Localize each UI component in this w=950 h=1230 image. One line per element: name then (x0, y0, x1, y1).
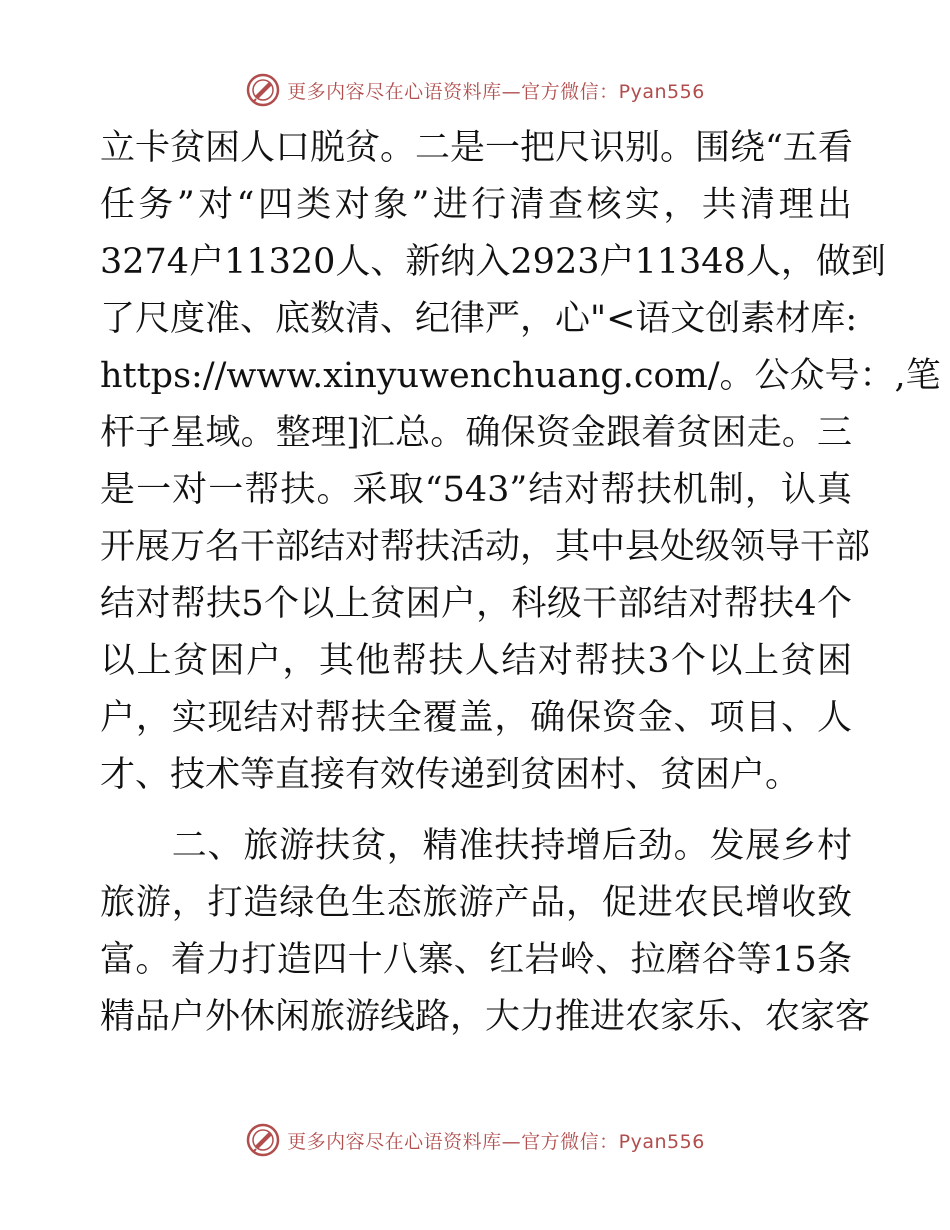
seal-logo-icon (245, 1122, 281, 1158)
header-banner (0, 68, 950, 112)
body-line: 精品户外休闲旅游线路，大力推进农家乐、农家客 (100, 997, 871, 1037)
body-line: 旅游，打造绿色生态旅游产品，促进农民增收致 (100, 883, 852, 923)
body-line: 了尺度准、底数清、纪律严，心"<语文创素材库: (100, 299, 858, 339)
footer-banner (0, 1118, 950, 1162)
document-body (100, 120, 941, 1046)
body-line: 户，实现结对帮扶全覆盖，确保资金、项目、人 (100, 698, 852, 738)
body-line: 是一对一帮扶。采取“543”结对帮扶机制，认真 (100, 470, 852, 510)
body-line: 富。着力打造四十八寨、红岩岭、拉磨谷等15条 (100, 940, 852, 980)
body-line: 二、旅游扶贫，精准扶持增后劲。发展乡村 (100, 826, 852, 866)
body-line: 立卡贫困人口脱贫。二是一把尺识别。围绕“五看 (100, 128, 853, 168)
body-line: 开展万名干部结对帮扶活动，其中县处级领导干部 (100, 527, 871, 567)
header-banner-text: 更多内容尽在心语资料库—官方微信：Pyan556 (287, 80, 705, 103)
body-line: 结对帮扶5个以上贫困户，科级干部结对帮扶4个 (100, 584, 852, 624)
body-line: 3274户11320人、新纳入2923户11348人，做到 (100, 242, 886, 282)
body-line: 以上贫困户，其他帮扶人结对帮扶3个以上贫困 (100, 641, 852, 681)
body-line: 杆子星域。整理]汇总。确保资金跟着贫困走。三 (100, 413, 852, 453)
body-line: https://www.xinyuwenchuang.com/。公众号：,笔 (100, 356, 941, 396)
body-line: 才、技术等直接有效传递到贫困村、贫困户。 (100, 755, 801, 795)
seal-logo-icon (245, 72, 281, 108)
body-line: 任务”对“四类对象”进行清查核实，共清理出 (100, 185, 852, 225)
footer-banner-text: 更多内容尽在心语资料库—官方微信：Pyan556 (287, 1130, 705, 1153)
